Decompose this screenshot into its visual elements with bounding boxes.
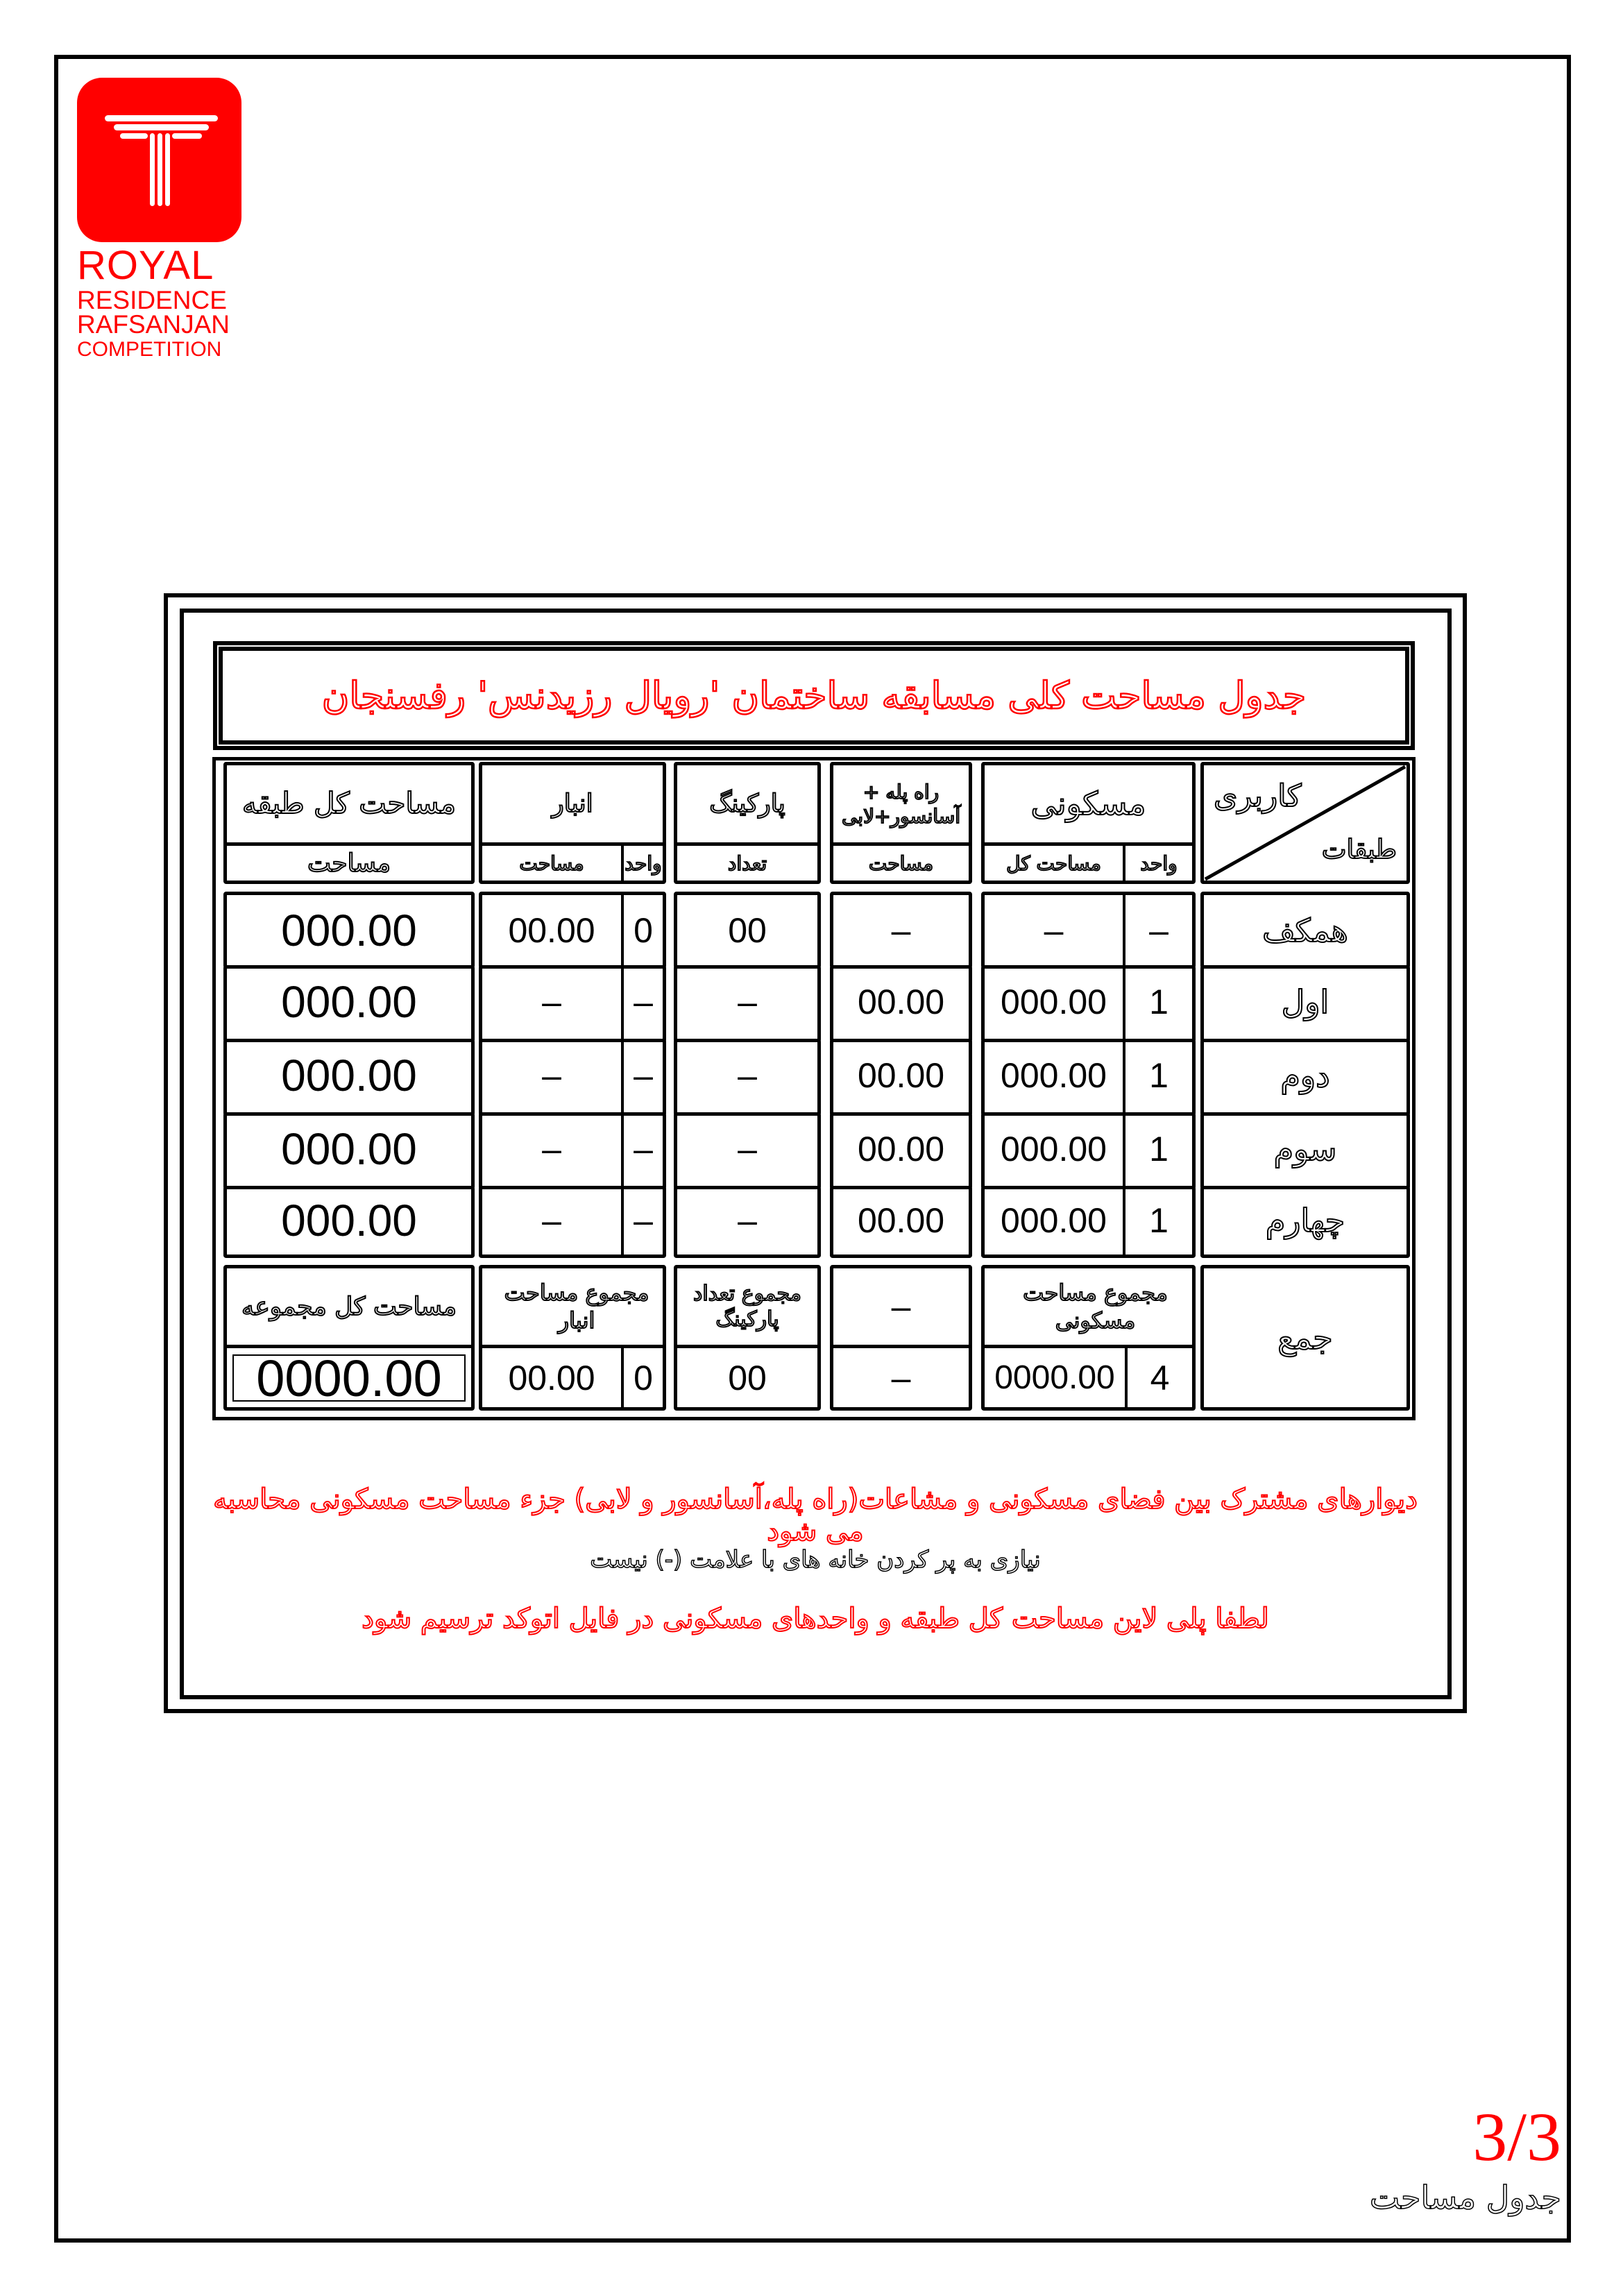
floor-label: اول [1281,983,1329,1021]
divider [227,1345,471,1348]
header-maskooni-vahed: واحد [1140,851,1178,875]
floor-label: سوم [1273,1130,1337,1168]
page-number: 3/3 [1472,2098,1561,2175]
maskooni-vahed-value[interactable]: 1 [1149,1130,1169,1168]
table-row-total [223,1039,475,1116]
anbar-vahed-value[interactable]: – [634,983,653,1021]
table-row-total [223,965,475,1042]
footer-total [223,1265,475,1411]
maskooni-masahat-value[interactable]: – [1044,910,1064,950]
total-masahat-value[interactable]: 000.00 [281,905,417,955]
parking-tedad-value[interactable]: – [738,1130,757,1168]
maskooni-masahat-value[interactable]: 000.00 [1001,983,1107,1021]
header-karbari: کاربری [1214,779,1302,814]
maskooni-masahat-value[interactable]: 000.00 [1001,1130,1107,1168]
header-anbar-vahed: واحد [624,851,662,875]
header-maskooni-label: مسکونی [1030,785,1146,823]
total-masahat-value[interactable]: 000.00 [281,1051,417,1100]
table-row-total [223,1112,475,1189]
footer-total-header: مساحت کل مجموعه [241,1292,457,1321]
table-row-parking [674,1186,821,1258]
table-row-total [223,892,475,969]
logo-text-royal: ROYAL [77,243,214,288]
maskooni-vahed-value[interactable]: 1 [1149,1056,1169,1095]
footer-total-value[interactable]: 0000.00 [232,1354,466,1402]
footer-parking-header: مجموع تعداد پارکینگ [693,1281,801,1332]
maskooni-masahat-value[interactable]: 000.00 [1001,1200,1107,1240]
table-row-anbar [479,965,666,1042]
table-row-maskooni [981,1039,1196,1116]
footer-anbar-header: مجموع مساحت انبار [504,1279,649,1334]
header-stair [830,762,972,884]
table-row-parking [674,892,821,969]
page-title: جدول مساحت کلی مسابقه ساختمان 'رویال رزیدنس' رفسنجان [321,674,1307,717]
header-parking-label: پارکینگ [709,789,785,818]
anbar-vahed-value[interactable]: 0 [634,910,653,950]
footer-maskooni-vahed: 4 [1150,1358,1170,1397]
stair-masahat-value[interactable]: – [891,910,911,950]
table-row-anbar [479,1112,666,1189]
footer-maskooni-masahat: 0000.00 [994,1359,1115,1396]
header-total-masahat: مساحت [307,849,391,878]
anbar-masahat-value[interactable]: 00.00 [508,910,595,950]
table-row-anbar [479,1186,666,1258]
table-row-parking [674,1112,821,1189]
footer-maskooni-header: مجموع مساحت مسکونی [1023,1279,1168,1334]
header-parking-tedad: تعداد [727,851,767,875]
table-row-floor-cell [1200,965,1410,1042]
floor-label: چهارم [1265,1201,1345,1239]
stair-masahat-value[interactable]: 00.00 [857,1130,945,1168]
header-anbar-masahat: مساحت [519,851,584,875]
total-masahat-value[interactable]: 000.00 [281,1124,417,1174]
note-1: دیوارهای مشترک بین فضای مسکونی و مشاعات(راه پله،آسانسور و لابی) جزء مساحت مسکونی محاسبه می شود [213,1483,1418,1547]
anbar-vahed-value[interactable]: – [634,1056,653,1095]
table-row-maskooni [981,1112,1196,1189]
total-masahat-value[interactable]: 000.00 [281,977,417,1027]
stair-masahat-value[interactable]: 00.00 [857,1056,945,1095]
footer-anbar [479,1265,666,1411]
maskooni-vahed-value[interactable]: – [1149,910,1169,950]
anbar-vahed-value[interactable]: – [634,1130,653,1168]
header-anbar [479,762,666,884]
parking-tedad-value[interactable]: – [738,1056,757,1095]
table-row-maskooni [981,965,1196,1042]
anbar-vahed-value[interactable]: – [634,1200,653,1240]
maskooni-masahat-value[interactable]: 000.00 [1001,1056,1107,1095]
table-row-stair [830,892,972,969]
footer-stair [830,1265,972,1411]
header-stair-label: راه پله + آسانسور+لابی [841,780,961,828]
column-icon [77,78,241,242]
header-stair-masahat: مساحت [868,851,934,875]
stair-masahat-value[interactable]: 00.00 [857,1200,945,1240]
footer-anbar-masahat: 00.00 [508,1358,595,1397]
header-total [223,762,475,884]
header-total-label: مساحت کل طبقه [241,786,457,821]
header-tabaqat: طبقات [1321,834,1397,865]
title-box [219,647,1409,745]
logo-text-competition: COMPETITION [77,338,222,361]
table-row-stair [830,1112,972,1189]
table-row-maskooni [981,892,1196,969]
header-parking [674,762,821,884]
page-label: جدول مساحت [1369,2179,1561,2216]
footer-stair-value: – [891,1358,911,1397]
table-row-floor-cell [1200,1186,1410,1258]
logo-text-residence: RESIDENCE [77,286,227,314]
anbar-masahat-value[interactable]: – [542,983,561,1021]
table-row-anbar [479,1039,666,1116]
header-anbar-label: انبار [552,789,593,818]
footer-label: جمع [1277,1319,1333,1357]
header-maskooni-masahat-kol: مساحت کل [1006,851,1101,875]
maskooni-vahed-value[interactable]: 1 [1149,983,1169,1021]
table-row-floor-cell [1200,1039,1410,1116]
table-row-stair [830,1186,972,1258]
maskooni-vahed-value[interactable]: 1 [1149,1200,1169,1240]
table-row-floor-cell [1200,1112,1410,1189]
logo-text-rafsanjan: RAFSANJAN [77,310,230,339]
footer-parking-value: 00 [728,1358,767,1397]
logo-mark [77,78,241,242]
footer-maskooni [981,1265,1196,1411]
footer-parking [674,1265,821,1411]
footer-label-cell [1200,1265,1410,1411]
header-karbari-tabaqat [1200,762,1410,884]
note-3: لطفا پلی لاین مساحت کل طبقه و واحدهای مسکونی در فایل اتوکد ترسیم شود [362,1603,1269,1635]
logo [77,78,244,376]
stair-masahat-value[interactable]: 00.00 [857,983,945,1021]
note-2: نیازی به پر کردن خانه های با علامت (-) نیست [590,1546,1041,1574]
footer-stair-header: – [891,1287,911,1326]
total-masahat-value[interactable]: 000.00 [281,1195,417,1245]
table-row-anbar [479,892,666,969]
parking-tedad-value[interactable]: – [738,1200,757,1240]
table-row-parking [674,965,821,1042]
anbar-masahat-value[interactable]: – [542,1056,561,1095]
table-row-floor-cell [1200,892,1410,969]
table-row-maskooni [981,1186,1196,1258]
table-row-parking [674,1039,821,1116]
header-maskooni [981,762,1196,884]
anbar-masahat-value[interactable]: – [542,1130,561,1168]
footer-anbar-vahed: 0 [634,1358,653,1397]
parking-tedad-value[interactable]: 00 [728,910,767,950]
anbar-masahat-value[interactable]: – [542,1200,561,1240]
table-row-total [223,1186,475,1258]
table-row-stair [830,1039,972,1116]
table-row-stair [830,965,972,1042]
parking-tedad-value[interactable]: – [738,983,757,1021]
floor-label: دوم [1280,1057,1330,1094]
floor-label: همکف [1262,911,1348,949]
